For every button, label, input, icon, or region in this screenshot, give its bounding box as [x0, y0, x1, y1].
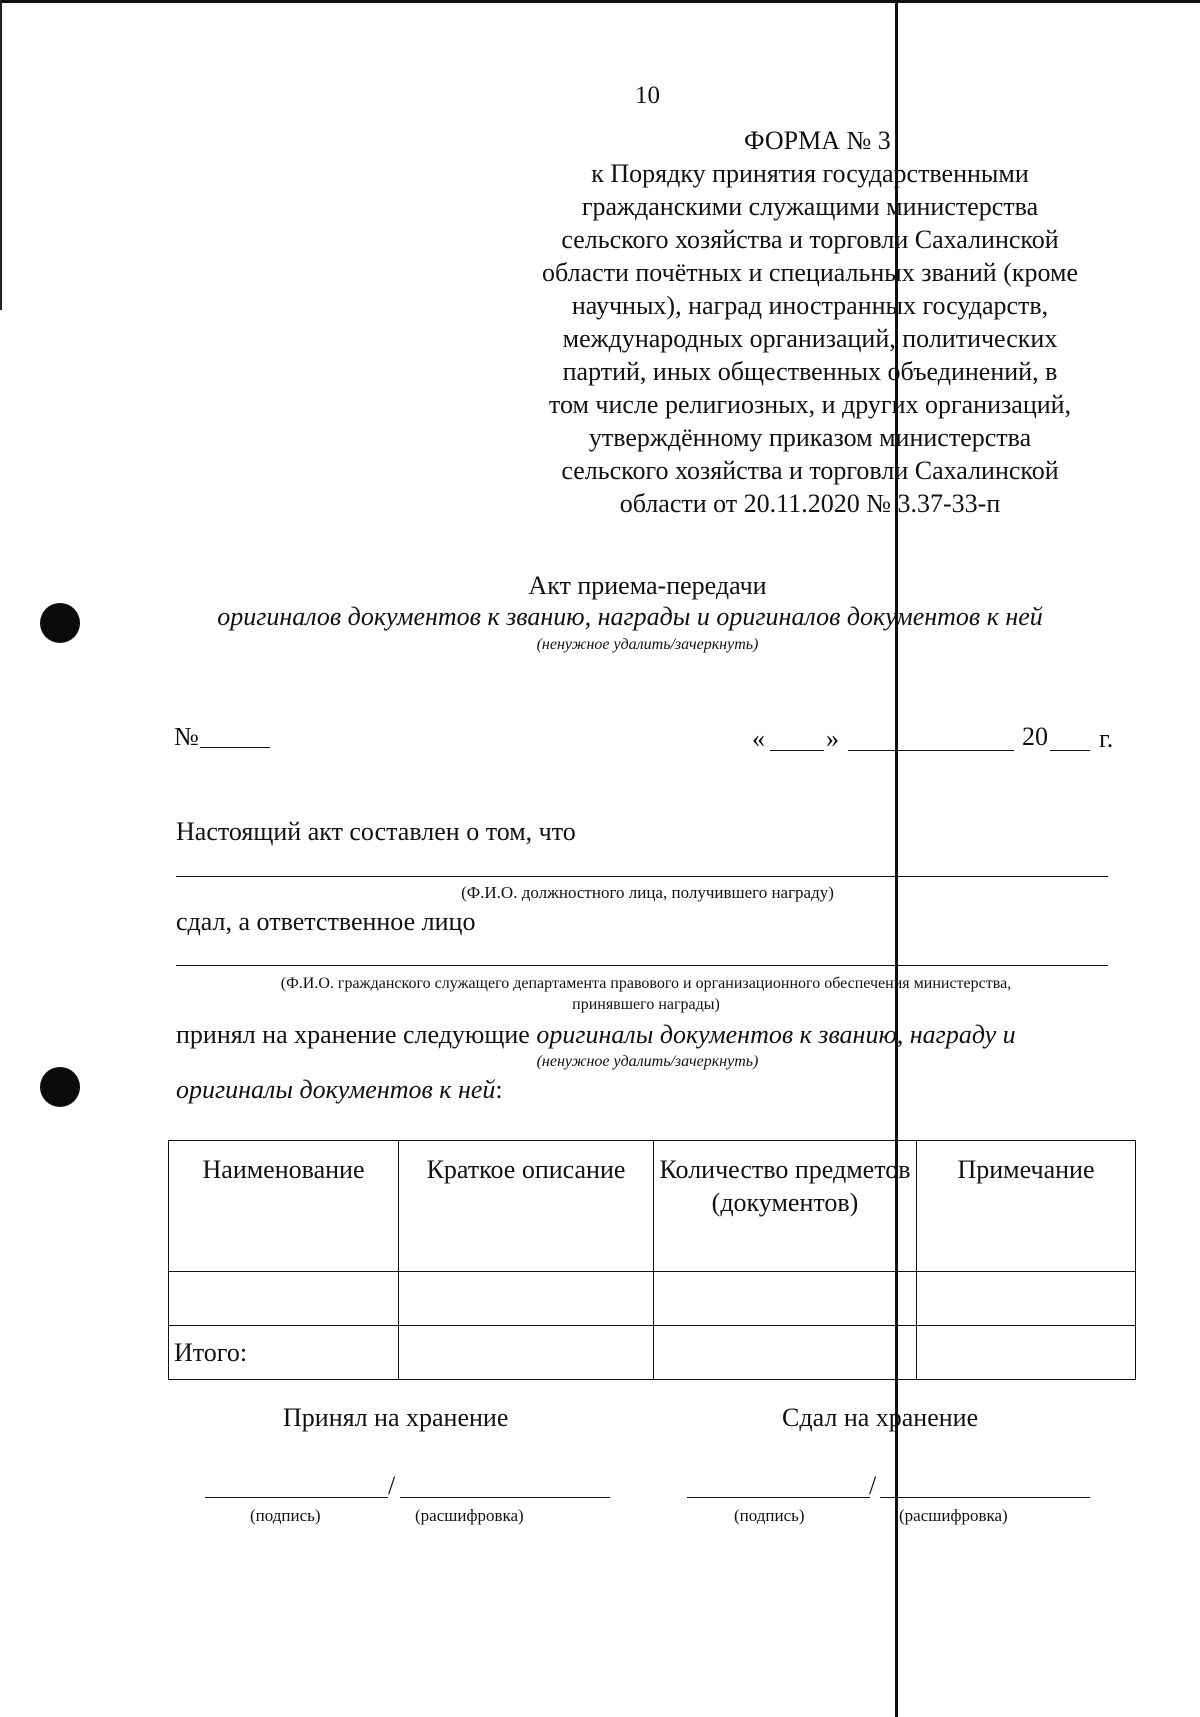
- form-caption-line: утверждённому приказом министерства: [588, 423, 1032, 452]
- right-signature-caption: (подпись): [734, 1506, 805, 1525]
- employee-caption-line: (Ф.И.О. гражданского служащего департамента правового и организационного обеспечения министерства,: [280, 975, 1012, 992]
- left-decoding-line[interactable]: [400, 1497, 610, 1498]
- page-number: 10: [635, 82, 660, 109]
- header-note: Примечание: [917, 1141, 1136, 1272]
- form-caption-line: международных организаций, политических: [562, 324, 1058, 353]
- table-cell[interactable]: [917, 1272, 1136, 1326]
- employee-name-line[interactable]: [176, 965, 1108, 966]
- table-row: [169, 1272, 1136, 1326]
- form-caption-line: научных), наград иностранных государств,: [571, 291, 1049, 320]
- handed-storage-title: Сдал на хранение: [782, 1403, 979, 1432]
- number-label: №: [174, 722, 199, 751]
- total-label-cell: Итого:: [169, 1326, 399, 1380]
- accepted-note: (ненужное удалить/зачеркнуть): [536, 1053, 759, 1070]
- form-caption-line: к Порядку принятия государственными: [591, 159, 1029, 188]
- left-signature-line[interactable]: [205, 1497, 388, 1498]
- header-description: Краткое описание: [399, 1141, 654, 1272]
- punch-hole-mark: [40, 1067, 80, 1107]
- accepted-colon: :: [495, 1075, 503, 1104]
- number-field-line[interactable]: [200, 747, 270, 748]
- form-caption-line: области почётных и специальных званий (кроме: [541, 258, 1078, 287]
- form-caption-line: том числе религиозных, и других организаций,: [548, 390, 1072, 419]
- act-subtitle: оригиналов документов к званию, награды и оригиналов документов к ней: [217, 602, 1043, 631]
- date-year-suffix: г.: [1099, 724, 1114, 753]
- form-caption-line: области от 20.11.2020 № 3.37-33-п: [619, 489, 1001, 518]
- date-open-quote: «: [752, 724, 765, 753]
- header-name: Наименование: [169, 1141, 399, 1272]
- table-cell[interactable]: [399, 1272, 654, 1326]
- employee-caption-line: принявшего награды): [572, 996, 720, 1013]
- right-decoding-caption: (расшифровка): [899, 1506, 1008, 1525]
- left-decoding-caption: (расшифровка): [415, 1506, 524, 1525]
- form-caption: [510, 157, 1110, 520]
- form-title: ФОРМА № 3: [744, 126, 891, 155]
- official-name-line[interactable]: [176, 876, 1108, 877]
- right-decoding-line[interactable]: [880, 1497, 1090, 1498]
- header-quantity: Количество предметов (документов): [654, 1141, 917, 1272]
- act-intro-text: Настоящий акт составлен о том, что: [176, 817, 576, 846]
- right-signature-line[interactable]: [687, 1497, 870, 1498]
- documents-table: [168, 1140, 1136, 1380]
- accepted-continuation-text: оригиналы документов к ней: [176, 1075, 496, 1104]
- table-cell[interactable]: [399, 1326, 654, 1380]
- table-cell[interactable]: [917, 1326, 1136, 1380]
- left-signature-caption: (подпись): [250, 1506, 321, 1525]
- official-name-caption: (Ф.И.О. должностного лица, получившего награду): [461, 883, 834, 902]
- scan-left-edge-line: [0, 0, 2, 310]
- employee-name-caption: [176, 973, 1116, 1015]
- form-caption-line: партий, иных общественных объединений, в: [562, 357, 1058, 386]
- form-caption-line: сельского хозяйства и торговли Сахалинской: [561, 456, 1059, 485]
- table-total-row: [169, 1326, 1136, 1380]
- table-cell[interactable]: [654, 1272, 917, 1326]
- date-close-quote: »: [826, 724, 839, 753]
- table-header-row: [169, 1141, 1136, 1272]
- scan-top-edge-line: [0, 0, 1200, 3]
- date-day-line[interactable]: [770, 750, 824, 751]
- accepted-prefix: принял на хранение следующие: [176, 1020, 537, 1049]
- right-separator: /: [869, 1471, 877, 1500]
- accepted-italic-text: оригиналы документов к званию, награду и: [536, 1020, 1016, 1049]
- form-caption-line: сельского хозяйства и торговли Сахалинской: [561, 225, 1059, 254]
- accepted-continuation: [176, 1075, 503, 1105]
- form-caption-line: гражданскими служащими министерства: [581, 192, 1039, 221]
- act-title: Акт приема-передачи: [528, 571, 767, 600]
- table-cell[interactable]: [169, 1272, 399, 1326]
- handed-over-text: сдал, а ответственное лицо: [176, 907, 476, 936]
- act-subtitle-note: (ненужное удалить/зачеркнуть): [536, 636, 759, 653]
- date-year-line[interactable]: [1050, 750, 1090, 751]
- table-cell[interactable]: [654, 1326, 917, 1380]
- accepted-statement: [176, 1020, 1016, 1050]
- date-month-line[interactable]: [848, 750, 1014, 751]
- date-year-prefix: 20: [1022, 722, 1048, 751]
- accepted-storage-title: Принял на хранение: [283, 1403, 509, 1432]
- left-separator: /: [388, 1471, 396, 1500]
